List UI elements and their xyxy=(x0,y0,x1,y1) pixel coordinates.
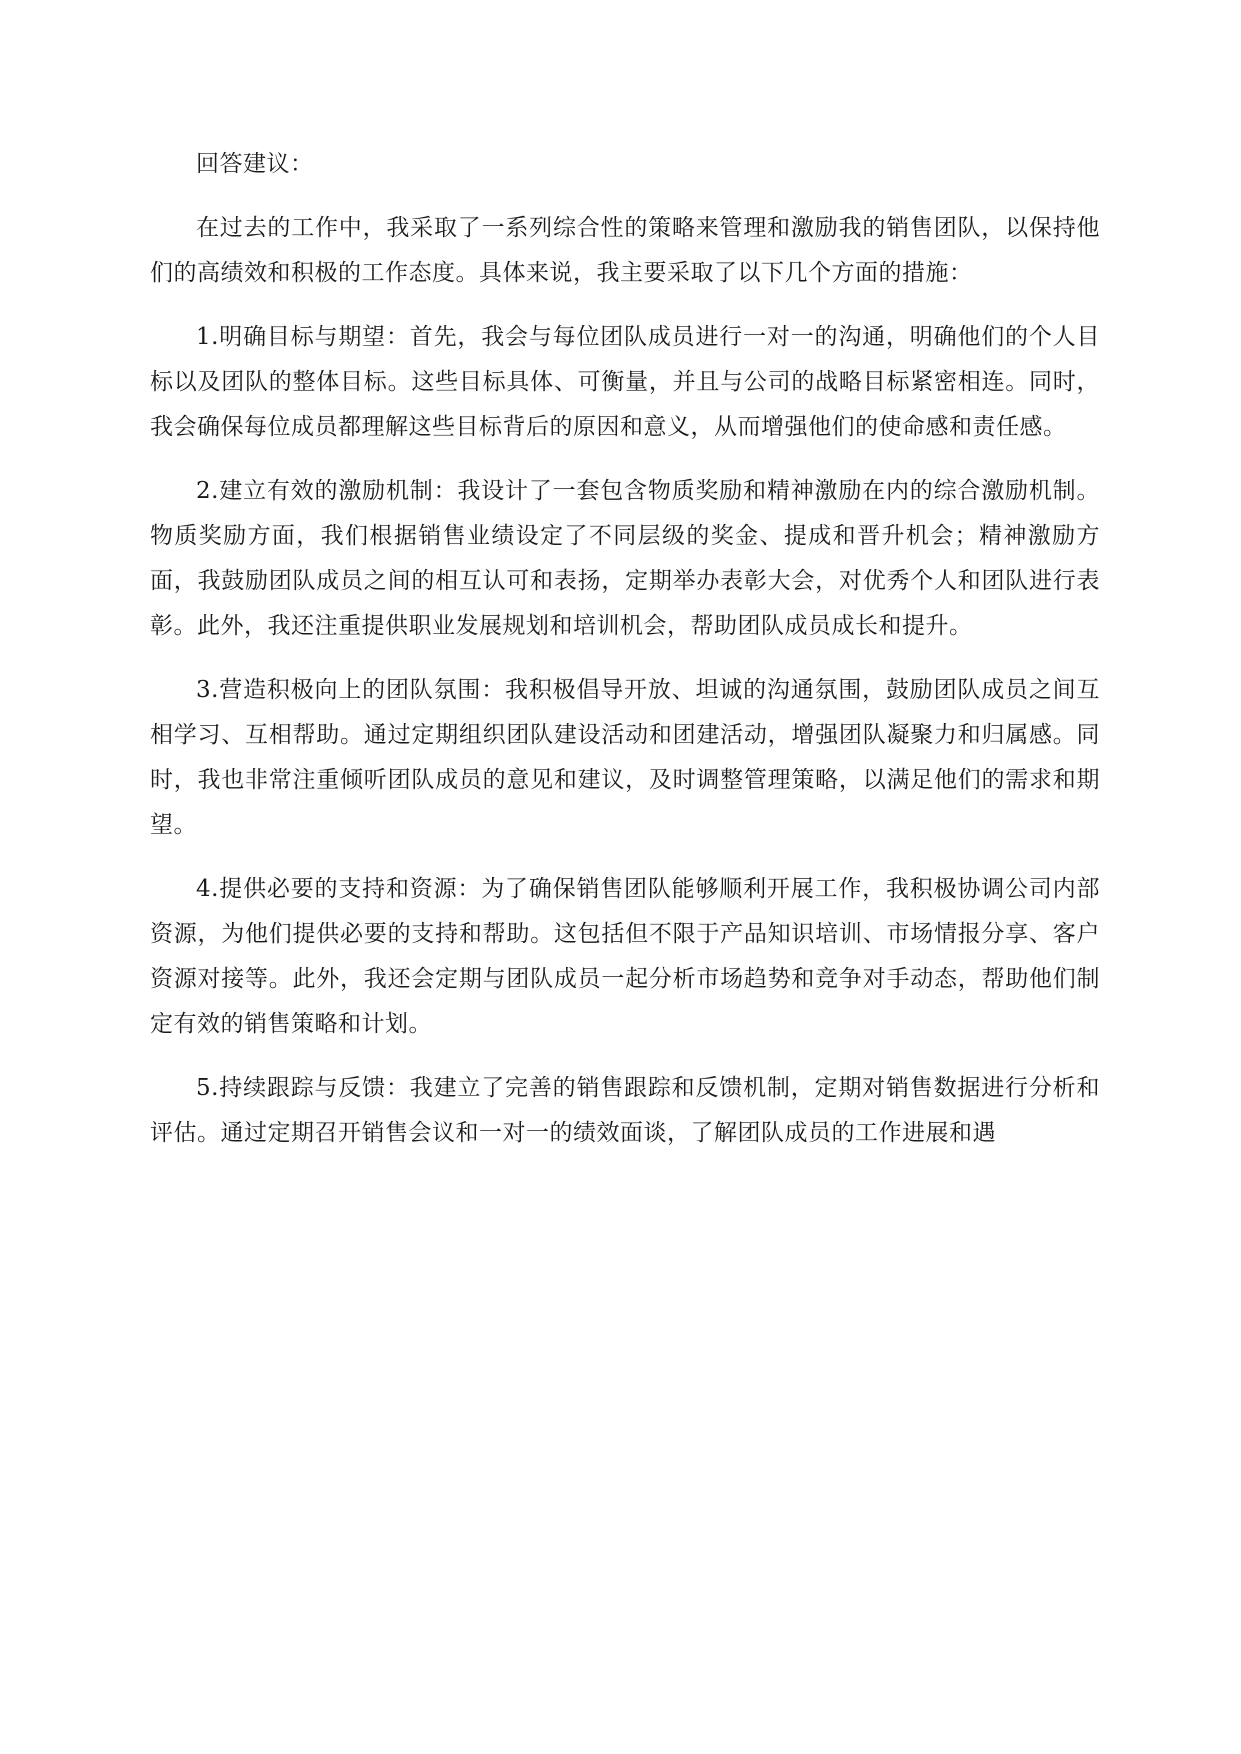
paragraph-item-5: 5.持续跟踪与反馈：我建立了完善的销售跟踪和反馈机制，定期对销售数据进行分析和评估。通过定期召开销售会议和一对一的绩效面谈，了解团队成员的工作进展和遇 xyxy=(150,1075,1100,1146)
document-body xyxy=(150,142,1100,1175)
paragraph-intro: 在过去的工作中，我采取了一系列综合性的策略来管理和激励我的销售团队，以保持他们的高绩效和积极的工作态度。具体来说，我主要采取了以下几个方面的措施： xyxy=(150,215,1100,286)
paragraph-item-1: 1.明确目标与期望：首先，我会与每位团队成员进行一对一的沟通，明确他们的个人目标以及团队的整体目标。这些目标具体、可衡量，并且与公司的战略目标紧密相连。同时，我会确保每位成员都理解这些目标背后的原因和意义，从而增强他们的使命感和责任感。 xyxy=(150,324,1100,440)
paragraph-item-2: 2.建立有效的激励机制：我设计了一套包含物质奖励和精神激励在内的综合激励机制。物质奖励方面，我们根据销售业绩设定了不同层级的奖金、提成和晋升机会；精神激励方面，我鼓励团队成员之间的相互认可和表扬，定期举办表彰大会，对优秀个人和团队进行表彰。此外，我还注重提供职业发展规划和培训机会，帮助团队成员成长和提升。 xyxy=(150,478,1100,639)
paragraph-item-3: 3.营造积极向上的团队氛围：我积极倡导开放、坦诚的沟通氛围，鼓励团队成员之间互相学习、互相帮助。通过定期组织团队建设活动和团建活动，增强团队凝聚力和归属感。同时，我也非常注重倾听团队成员的意见和建议，及时调整管理策略，以满足他们的需求和期望。 xyxy=(150,677,1100,838)
heading: 回答建议： xyxy=(196,151,314,177)
paragraph-item-4: 4.提供必要的支持和资源：为了确保销售团队能够顺利开展工作，我积极协调公司内部资源，为他们提供必要的支持和帮助。这包括但不限于产品知识培训、市场情报分享、客户资源对接等。此外，我还会定期与团队成员一起分析市场趋势和竞争对手动态，帮助他们制定有效的销售策略和计划。 xyxy=(150,876,1100,1037)
